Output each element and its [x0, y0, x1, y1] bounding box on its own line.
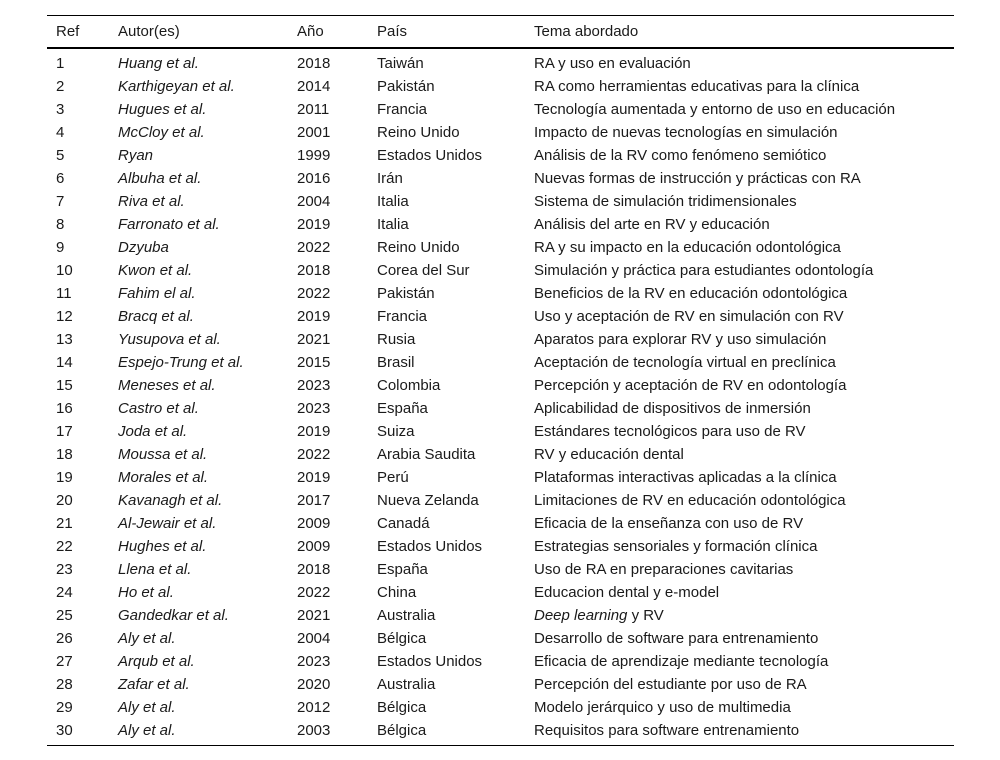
table-row [47, 466, 954, 489]
cell-tema: Aparatos para explorar RV y uso simulación [534, 331, 827, 348]
cell-tema: Uso de RA en preparaciones cavitarias [534, 561, 794, 578]
cell-ano: 2016 [297, 170, 331, 187]
cell-ano: 2019 [297, 308, 331, 325]
cell-ref: 3 [56, 101, 65, 118]
cell-autor: Dzyuba [118, 239, 169, 256]
cell-ano: 2019 [297, 423, 331, 440]
cell-pais: Estados Unidos [377, 147, 483, 164]
table-row [47, 144, 954, 167]
cell-pais: Suiza [377, 423, 415, 440]
table-row [47, 121, 954, 144]
cell-ref: 18 [56, 446, 73, 463]
cell-pais: Francia [377, 308, 428, 325]
cell-autor: Aly et al. [118, 699, 176, 716]
cell-ano: 2017 [297, 492, 331, 509]
cell-ano: 2018 [297, 55, 331, 72]
table-header [47, 16, 954, 49]
table-row [47, 650, 954, 673]
cell-ref: 6 [56, 170, 65, 187]
cell-autor: Castro et al. [118, 400, 199, 417]
table-row [47, 558, 954, 581]
cell-autor: Hughes et al. [118, 538, 207, 555]
cell-ano: 2018 [297, 262, 331, 279]
cell-tema: Percepción y aceptación de RV en odontología [534, 377, 847, 394]
header-tema: Tema abordado [534, 23, 639, 40]
cell-ref: 20 [56, 492, 73, 509]
table-row [47, 236, 954, 259]
table-row [47, 397, 954, 420]
cell-autor: Moussa et al. [118, 446, 208, 463]
cell-pais: Nueva Zelanda [377, 492, 479, 509]
cell-ano: 2023 [297, 377, 331, 394]
cell-ano: 2014 [297, 78, 331, 95]
table-row [47, 627, 954, 650]
cell-pais: Brasil [377, 354, 415, 371]
cell-tema: Estándares tecnológicos para uso de RV [534, 423, 806, 440]
cell-ref: 2 [56, 78, 65, 95]
cell-autor: McCloy et al. [118, 124, 205, 141]
cell-tema: Eficacia de la enseñanza con uso de RV [534, 515, 804, 532]
header-ano: Año [297, 23, 324, 40]
cell-ref: 10 [56, 262, 73, 279]
cell-autor: Yusupova et al. [118, 331, 221, 348]
cell-ref: 13 [56, 331, 73, 348]
cell-ref: 24 [56, 584, 73, 601]
header-pais: País [377, 23, 408, 40]
cell-ref: 4 [56, 124, 65, 141]
table-row [47, 604, 954, 627]
cell-pais: Italia [377, 216, 409, 233]
table-row [47, 581, 954, 604]
cell-ano: 2011 [297, 101, 330, 118]
cell-autor: Albuha et al. [118, 170, 202, 187]
table-row [47, 489, 954, 512]
cell-ref: 17 [56, 423, 73, 440]
table-bottom-rule [47, 745, 954, 746]
table-row [47, 351, 954, 374]
cell-tema: Simulación y práctica para estudiantes odontología [534, 262, 874, 279]
table-row [47, 167, 954, 190]
table-row [47, 75, 954, 98]
cell-pais: Canadá [377, 515, 430, 532]
cell-tema: RA como herramientas educativas para la clínica [534, 78, 860, 95]
cell-autor: Ho et al. [118, 584, 174, 601]
reference-table-container [47, 15, 954, 746]
cell-tema: RA y su impacto en la educación odontológica [534, 239, 841, 256]
table-row [47, 673, 954, 696]
cell-ref: 8 [56, 216, 65, 233]
cell-ano: 2003 [297, 722, 331, 739]
cell-ref: 29 [56, 699, 73, 716]
cell-ano: 2023 [297, 400, 331, 417]
cell-ref: 11 [56, 285, 72, 302]
cell-ano: 2009 [297, 515, 331, 532]
cell-autor: Espejo-Trung et al. [118, 354, 244, 371]
cell-tema: Beneficios de la RV en educación odontológica [534, 285, 848, 302]
table-row [47, 98, 954, 121]
cell-ref: 12 [56, 308, 73, 325]
cell-autor: Kavanagh et al. [118, 492, 223, 509]
cell-tema: Desarrollo de software para entrenamiento [534, 630, 819, 647]
cell-autor: Ryan [118, 147, 154, 164]
cell-ref: 1 [56, 55, 65, 72]
cell-autor: Hugues et al. [118, 101, 207, 118]
cell-autor: Kwon et al. [118, 262, 193, 279]
cell-ref: 16 [56, 400, 73, 417]
cell-ref: 30 [56, 722, 73, 739]
cell-ref: 23 [56, 561, 73, 578]
cell-ref: 28 [56, 676, 73, 693]
cell-ano: 2021 [297, 331, 331, 348]
table-row [47, 282, 954, 305]
cell-ano: 2022 [297, 584, 331, 601]
cell-autor: Al-Jewair et al. [118, 515, 217, 532]
table-row [47, 305, 954, 328]
table-row [47, 535, 954, 558]
reference-table [47, 15, 954, 745]
cell-pais: España [377, 400, 428, 417]
header-row [47, 16, 954, 49]
cell-pais: Australia [377, 676, 436, 693]
header-autor: Autor(es) [118, 23, 180, 40]
cell-autor: Meneses et al. [118, 377, 216, 394]
cell-ano: 2009 [297, 538, 331, 555]
cell-ano: 2022 [297, 285, 331, 302]
table-row [47, 374, 954, 397]
cell-pais: Australia [377, 607, 436, 624]
cell-autor: Fahim el al. [118, 285, 196, 302]
cell-ano: 2021 [297, 607, 331, 624]
cell-autor: Joda et al. [118, 423, 188, 440]
cell-autor: Aly et al. [118, 722, 176, 739]
table-row [47, 328, 954, 351]
cell-ano: 2004 [297, 630, 331, 647]
table-row [47, 420, 954, 443]
cell-tema-text: y RV [627, 607, 664, 624]
cell-pais: Reino Unido [377, 124, 460, 141]
cell-tema: Sistema de simulación tridimensionales [534, 193, 797, 210]
cell-ref: 27 [56, 653, 73, 670]
cell-tema: Aplicabilidad de dispositivos de inmersión [534, 400, 811, 417]
cell-ref: 14 [56, 354, 73, 371]
table-row [47, 190, 954, 213]
table-row [47, 512, 954, 535]
cell-tema: Eficacia de aprendizaje mediante tecnología [534, 653, 829, 670]
cell-ano: 2020 [297, 676, 331, 693]
cell-autor: Farronato et al. [118, 216, 220, 233]
cell-tema: RA y uso en evaluación [534, 55, 691, 72]
cell-pais: Estados Unidos [377, 538, 483, 555]
table-row [47, 719, 954, 745]
cell-tema: Impacto de nuevas tecnologías en simulación [534, 124, 838, 141]
cell-autor: Gandedkar et al. [118, 607, 229, 624]
header-ref: Ref [56, 23, 80, 40]
cell-autor: Aly et al. [118, 630, 176, 647]
cell-pais: Irán [377, 170, 403, 187]
cell-pais: Bélgica [377, 699, 427, 716]
cell-ano: 2022 [297, 239, 331, 256]
cell-ref: 9 [56, 239, 65, 256]
cell-autor: Karthigeyan et al. [118, 78, 235, 95]
cell-pais: Pakistán [377, 285, 435, 302]
cell-ano: 2001 [297, 124, 331, 141]
cell-ano: 2023 [297, 653, 331, 670]
cell-pais: Taiwán [377, 55, 424, 72]
cell-tema: Educacion dental y e-model [534, 584, 720, 601]
cell-tema: Aceptación de tecnología virtual en preclínica [534, 354, 836, 371]
cell-ref: 21 [56, 515, 73, 532]
cell-autor: Morales et al. [118, 469, 209, 486]
cell-ref: 25 [56, 607, 73, 624]
cell-tema: Modelo jerárquico y uso de multimedia [534, 699, 791, 716]
table-row [47, 259, 954, 282]
cell-autor: Huang et al. [118, 55, 199, 72]
cell-pais: Reino Unido [377, 239, 460, 256]
cell-autor: Zafar et al. [118, 676, 190, 693]
table-row [47, 48, 954, 75]
cell-ano: 2004 [297, 193, 331, 210]
table-row [47, 696, 954, 719]
cell-pais: Bélgica [377, 630, 427, 647]
cell-tema [534, 604, 954, 627]
cell-ano: 2012 [297, 699, 331, 716]
cell-pais: Estados Unidos [377, 653, 483, 670]
table-row [47, 443, 954, 466]
cell-tema: Nuevas formas de instrucción y prácticas con RA [534, 170, 861, 187]
cell-ano: 2019 [297, 216, 331, 233]
cell-ref: 5 [56, 147, 65, 164]
cell-autor: Arqub et al. [118, 653, 195, 670]
cell-ref: 26 [56, 630, 73, 647]
cell-autor: Riva et al. [118, 193, 185, 210]
cell-ano: 1999 [297, 147, 331, 164]
cell-ano: 2019 [297, 469, 331, 486]
cell-autor: Llena et al. [118, 561, 192, 578]
cell-ano: 2018 [297, 561, 331, 578]
table-row [47, 213, 954, 236]
cell-tema: Análisis de la RV como fenómeno semiótico [534, 147, 827, 164]
cell-pais: Rusia [377, 331, 416, 348]
cell-tema: RV y educación dental [534, 446, 684, 463]
cell-ref: 22 [56, 538, 73, 555]
cell-tema: Percepción del estudiante por uso de RA [534, 676, 807, 693]
cell-pais: Arabia Saudita [377, 446, 476, 463]
cell-pais: Italia [377, 193, 409, 210]
cell-tema: Limitaciones de RV en educación odontológica [534, 492, 846, 509]
cell-pais: Bélgica [377, 722, 427, 739]
cell-pais: Colombia [377, 377, 441, 394]
cell-ref: 15 [56, 377, 73, 394]
cell-pais: Francia [377, 101, 428, 118]
cell-pais: Pakistán [377, 78, 435, 95]
cell-tema-emphasis: Deep learning [534, 607, 628, 624]
cell-autor: Bracq et al. [118, 308, 194, 325]
cell-tema: Tecnología aumentada y entorno de uso en educación [534, 101, 896, 118]
table-body [47, 48, 954, 745]
cell-pais: España [377, 561, 428, 578]
cell-pais: Corea del Sur [377, 262, 470, 279]
cell-tema: Plataformas interactivas aplicadas a la clínica [534, 469, 837, 486]
cell-tema: Uso y aceptación de RV en simulación con RV [534, 308, 844, 325]
cell-ref: 19 [56, 469, 73, 486]
cell-pais: Perú [377, 469, 409, 486]
cell-tema: Requisitos para software entrenamiento [534, 722, 800, 739]
cell-pais: China [377, 584, 417, 601]
cell-ref: 7 [56, 193, 65, 210]
cell-ano: 2015 [297, 354, 331, 371]
cell-tema: Análisis del arte en RV y educación [534, 216, 770, 233]
cell-tema: Estrategias sensoriales y formación clínica [534, 538, 818, 555]
cell-ano: 2022 [297, 446, 331, 463]
